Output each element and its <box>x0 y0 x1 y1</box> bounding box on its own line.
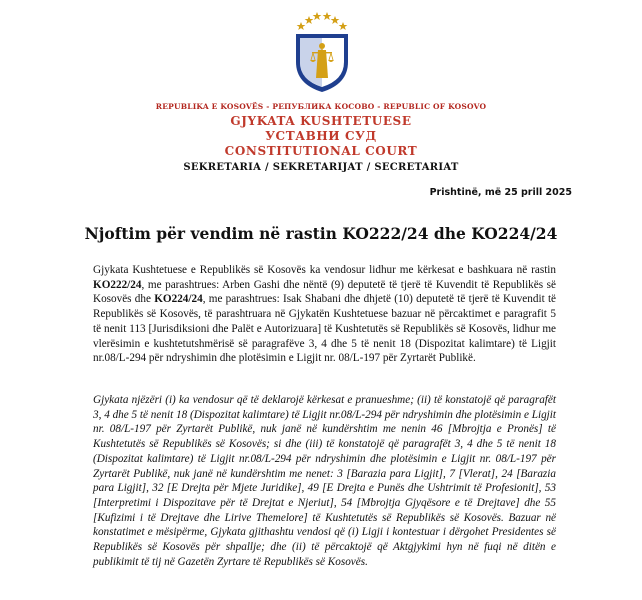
court-name-albanian: GJYKATA KUSHTETUESE <box>230 114 412 128</box>
paragraph-text: , me parashtrues: Isak Shabani dhe dhjetë (10) deputetë të tjerë të Kuvendit të Republikës së Kosovës, të parashtruara në Gjykatën Kushtetuese bazuar në përcaktimet e paragrafit 5 të nenit 113 [Jurisdiksioni dhe Palët e Autorizuara] të Kushtetutës së Republikës së Kosovës, lidhur me vlerësimin e kushtetutshmërisë së paragrafëve 3, 4 dhe 5 të nenit 18 (Dispozitat kalimtare) të Ligjit nr.08/L-294 për ndryshimin dhe plotësimin e Ligjit nr. 08/L-197 për Zyrtarët Publikë. <box>93 293 557 365</box>
paragraph-text: , me parashtrues: Arben Gashi dhe nëntë (9) deputetë të tjerë të Kuvendit të Republikës së Kosovës dhe <box>93 278 556 306</box>
scales-of-justice-emblem-icon <box>290 8 354 94</box>
case-number: KO222/24 <box>93 278 142 291</box>
document-title: Njoftim për vendim në rastin KO222/24 dhe KO224/24 <box>84 224 558 243</box>
court-name-serbian: УСТАВНИ СУД <box>265 129 377 143</box>
republic-line: REPUBLIKA E KOSOVËS - РЕПУБЛИКА КОСОВО - REPUBLIC OF KOSOVO <box>155 102 487 111</box>
document-date: Prishtinë, më 25 prill 2025 <box>429 187 572 198</box>
court-name-english: CONSTITUTIONAL COURT <box>224 144 418 158</box>
secretariat-line: SEKRETARIA / SEKRETARIJAT / SECRETARIAT <box>183 162 459 173</box>
paragraph-text: Gjykata Kushtetuese e Republikës së Kosovës ka vendosur lidhur me kërkesat e bashkuara në rastin <box>93 264 556 276</box>
paragraph-decision-context <box>93 263 556 366</box>
case-number: KO224/24 <box>154 293 203 306</box>
paragraph-ruling: Gjykata njëzëri (i) ka vendosur që të deklarojë kërkesat e pranueshme; (ii) të konstatojë që paragrafët 3, 4 dhe 5 të nenit 18 (Dispozitat kalimtare) të Ligjit nr.08/L-294 për ndryshimin dhe plotësimin e Ligjit nr. 08/L-197 për Zyrtarët Publikë, nuk janë në kundërshtim me nenin 46 [Mbrojtja e Pronës] të Kushtetutës së Republikës së Kosovës; si dhe (iii) të konstatojë që paragrafët 3, 4 dhe 5 të nenit 18 (Dispozitat kalimtare) të Ligjit nr.08/L-294 për ndryshimin dhe plotësimin e Ligjit nr. 08/L-197 për Zyrtarët Publikë, nuk janë në kundërshtim me nenet: 3 [Barazia para Ligjit], 7 [Vlerat], 24 [Barazia para Ligjit], 32 [E Drejta për Mjete Juridike], 49 [E Drejta e Punës dhe Ushtrimit të Profesionit], 53 [Interpretimi i Dispozitave për të Drejtat e Njeriut], 54 [Mbrojtja Gjyqësore e të Drejtave] dhe 55 [Kufizimi i të Drejtave dhe Lirive Themelore] të Kushtetutës së Republikës së Kosovës. Bazuar në konstatimet e mësipërme, Gjykata gjithashtu vendosi që (i) Ligji i kontestuar i dërgohet Presidentes së Republikës së Kosovës për shpallje; dhe (ii) të përcaktojë që Aktgjykimi hyn në fuqi në ditën e publikimit të tij në Gazetën Zyrtare të Republikës së Kosovës. <box>93 394 556 568</box>
